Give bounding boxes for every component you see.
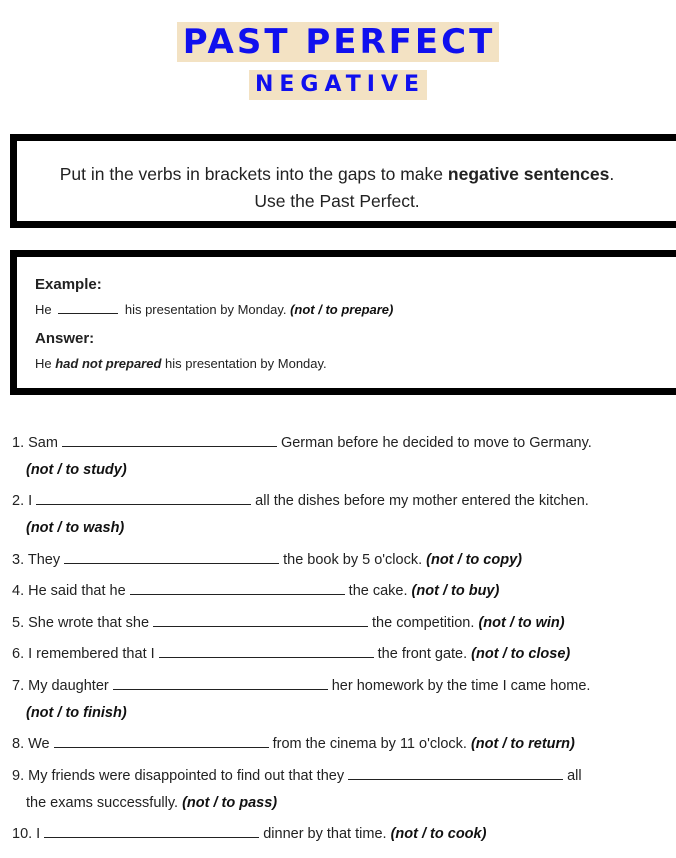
question-before: 1. Sam xyxy=(12,435,58,451)
answer-blank[interactable] xyxy=(130,578,345,595)
example-blank xyxy=(58,301,118,314)
answer-blank[interactable] xyxy=(348,763,563,780)
instructions-bold: negative sentences xyxy=(447,164,610,184)
answer-blank[interactable] xyxy=(153,610,368,627)
question-before: 8. We xyxy=(12,736,50,752)
example-sentence xyxy=(35,301,676,319)
question-hint: (not / to win) xyxy=(478,615,565,631)
question-hint: (not / to close) xyxy=(471,646,571,662)
instructions-text xyxy=(17,161,657,215)
question-after: the cake. xyxy=(348,583,408,599)
question-before: 10. I xyxy=(12,826,41,842)
answer-blank[interactable] xyxy=(159,641,374,658)
question-after: the book by 5 o'clock. xyxy=(283,552,423,568)
question-6 xyxy=(12,641,662,668)
question-2 xyxy=(12,488,662,542)
answer-blank[interactable] xyxy=(44,821,259,838)
question-before: 9. My friends were disappointed to find out that they xyxy=(12,768,345,784)
question-before: 5. She wrote that she xyxy=(12,615,150,631)
question-10 xyxy=(12,821,662,848)
question-after: the front gate. xyxy=(377,646,468,662)
answer-blank[interactable] xyxy=(54,731,269,748)
question-after: all the dishes before my mother entered the kitchen. xyxy=(255,493,589,509)
example-after: his presentation by Monday. xyxy=(121,302,291,317)
question-hint: (not / to finish) xyxy=(26,705,127,721)
question-hint: (not / to wash) xyxy=(26,520,125,536)
instructions-text-before: Put in the verbs in brackets into the gaps to make xyxy=(59,164,448,184)
question-after: German before he decided to move to Germany. xyxy=(280,435,592,451)
title-wrap xyxy=(0,22,676,62)
answer-blank[interactable] xyxy=(113,673,328,690)
example-label: Example: xyxy=(35,276,102,293)
answer-blank[interactable] xyxy=(36,488,251,505)
answer-sentence xyxy=(35,355,676,373)
answer-label: Answer: xyxy=(35,330,95,347)
question-before: 7. My daughter xyxy=(12,678,109,694)
instructions-line2: Use the Past Perfect. xyxy=(254,191,420,211)
question-continuation: the exams successfully. xyxy=(26,795,179,811)
question-1 xyxy=(12,430,662,484)
question-3 xyxy=(12,547,662,574)
question-hint: (not / to return) xyxy=(470,736,575,752)
question-after: from the cinema by 11 o'clock. xyxy=(272,736,467,752)
question-hint: (not / to buy) xyxy=(411,583,500,599)
question-after: the competition. xyxy=(372,615,475,631)
example-hint: (not / to prepare) xyxy=(290,302,394,317)
question-before: 3. They xyxy=(12,552,61,568)
question-hint: (not / to copy) xyxy=(426,552,522,568)
question-before: 2. I xyxy=(12,493,33,509)
question-8 xyxy=(12,731,662,758)
question-after: dinner by that time. xyxy=(263,826,387,842)
question-5 xyxy=(12,610,662,637)
question-after: her homework by the time I came home. xyxy=(331,678,591,694)
instructions-text-after: . xyxy=(609,164,615,184)
subtitle-wrap xyxy=(0,70,676,100)
page-subtitle: NEGATIVE xyxy=(249,70,427,100)
answer-blank[interactable] xyxy=(64,547,279,564)
answer-blank[interactable] xyxy=(62,430,277,447)
question-hint: (not / to study) xyxy=(26,462,127,478)
question-after: all xyxy=(567,768,582,784)
page-title: PAST PERFECT xyxy=(177,22,500,62)
question-hint: (not / to pass) xyxy=(182,795,278,811)
question-7 xyxy=(12,673,662,727)
question-4 xyxy=(12,578,662,605)
answer-after: his presentation by Monday. xyxy=(161,356,327,371)
instructions-box xyxy=(10,134,676,228)
example-box xyxy=(10,250,676,395)
question-hint: (not / to cook) xyxy=(390,826,487,842)
question-9 xyxy=(12,763,662,817)
answer-before: He xyxy=(35,356,56,371)
question-before: 4. He said that he xyxy=(12,583,126,599)
example-before: He xyxy=(35,302,56,317)
question-before: 6. I remembered that I xyxy=(12,646,155,662)
answer-bold: had not prepared xyxy=(55,356,162,371)
